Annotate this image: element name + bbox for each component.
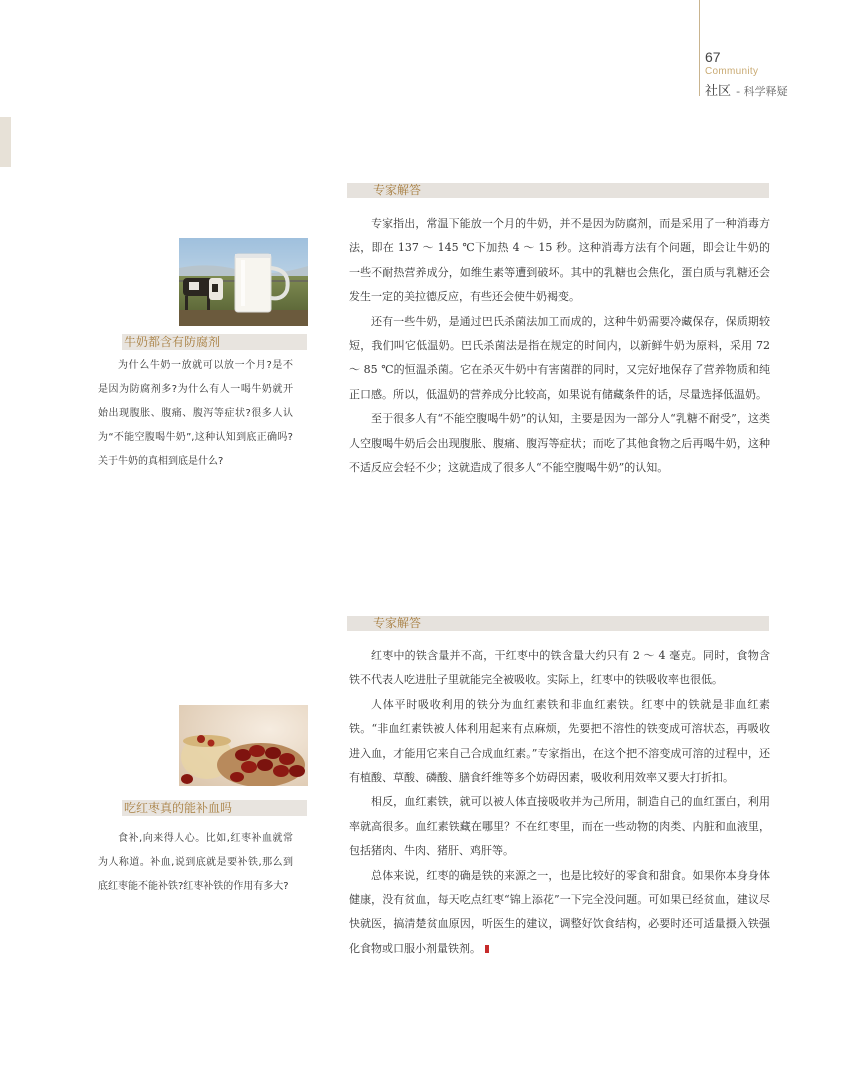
section-title bbox=[705, 80, 788, 99]
paragraph: 人体平时吸收利用的铁分为血红素铁和非血红素铁。红枣中的铁就是非血红素铁。“非血红素铁被人体利用起来有点麻烦，先要把不溶性的铁变成可溶状态，再吸收进入血，才能用它来自己合成血红素。”专家指出，在这个把不溶变成可溶的过程中，还有植酸、草酸、磷酸、膳食纤维等多个妨碍因素，吸收利用效率又要大打折扣。 bbox=[349, 697, 770, 785]
paragraph-text: 总体来说，红枣的确是铁的来源之一，也是比较好的零食和甜食。如果你本身身体健康，没有贫血，每天吃点红枣“锦上添花”一下完全没问题。可如果已经贫血，建议尽快就医，搞清楚贫血原因，听医生的建议，调整好饮食结构，必要时还可适量摄入铁强化食物或口服小剂量铁剂。 bbox=[349, 868, 770, 955]
expert-answer-heading: 专家解答 bbox=[347, 183, 769, 198]
paragraph: 还有一些牛奶，是通过巴氏杀菌法加工而成的，这种牛奶需要冷藏保存，保质期较短，我们叫它低温奶。巴氏杀菌法是指在规定的时间内，以新鲜牛奶为原料，采用 72 ～ 85 ℃的恒温杀菌。它在杀灭牛奶中有害菌群的同时，又完好地保存了营养物质和纯正口感。所以，低温奶的营养成分比较高，如果说有储藏条件的话，尽量选择低温奶。 bbox=[349, 314, 770, 401]
side-title-milk: 牛奶都含有防腐剂 bbox=[122, 334, 307, 350]
side-question-red-dates: 食补,向来得人心。比如,红枣补血就常为人称道。补血,说到底就是要补铁,那么到底红枣能不能补铁?红枣补铁的作用有多大? bbox=[98, 833, 293, 892]
header-divider bbox=[699, 0, 700, 96]
paragraph: 红枣中的铁含量并不高，干红枣中的铁含量大约只有 2 ～ 4 毫克。同时，食物含铁不代表人吃进肚子里就能完全被吸收。实际上，红枣中的铁吸收率也很低。 bbox=[349, 649, 770, 687]
side-question-milk: 为什么牛奶一放就可以放一个月?是不是因为防腐剂多?为什么有人一喝牛奶就开始出现腹胀、腹痛、腹泻等症状?很多人认为“不能空腹喝牛奶”,这种认知到底正确吗?关于牛奶的真相到底是什么? bbox=[98, 360, 293, 467]
section-name-chinese: 社区 bbox=[705, 84, 732, 99]
section-name-english: Community bbox=[705, 66, 759, 77]
paragraph: 至于很多人有“不能空腹喝牛奶”的认知，主要是因为一部分人“乳糖不耐受”，这类人空腹喝牛奶后会出现腹胀、腹痛、腹泻等症状；而吃了其他食物之后再喝牛奶，这种不适反应会轻不少；这就造成了很多人“不能空腹喝牛奶”的认知。 bbox=[349, 412, 770, 475]
paragraph: 相反，血红素铁，就可以被人体直接吸收并为己所用，制造自己的血红蛋白，利用率就高很多。血红素铁藏在哪里？不在红枣里，而在一些动物的肉类、内脏和血液里，包括猪肉、牛肉、猪肝、鸡肝等。 bbox=[349, 795, 770, 858]
section-subtitle: - 科学释疑 bbox=[736, 85, 788, 98]
page-edge-tab bbox=[0, 117, 11, 167]
milk-photo bbox=[179, 238, 308, 326]
expert-answer-milk bbox=[349, 212, 770, 480]
red-dates-photo bbox=[179, 705, 308, 786]
paragraph bbox=[349, 864, 770, 962]
expert-answer-heading: 专家解答 bbox=[347, 616, 769, 631]
side-title-red-dates: 吃红枣真的能补血吗 bbox=[122, 800, 307, 816]
paragraph: 专家指出，常温下能放一个月的牛奶，并不是因为防腐剂，而是采用了一种消毒方法，即在 137 ～ 145 ℃下加热 4 ～ 15 秒。这种消毒方法有个问题，即会让牛奶的一些不耐热营养成分，如维生素等遭到破坏。其中的乳糖也会焦化，蛋白质与乳糖还会发生一定的美拉德反应，有些还会使牛奶褐变。 bbox=[349, 217, 770, 304]
expert-answer-red-dates bbox=[349, 644, 770, 961]
page-number: 67 bbox=[705, 49, 721, 65]
article-end-mark bbox=[485, 945, 489, 953]
